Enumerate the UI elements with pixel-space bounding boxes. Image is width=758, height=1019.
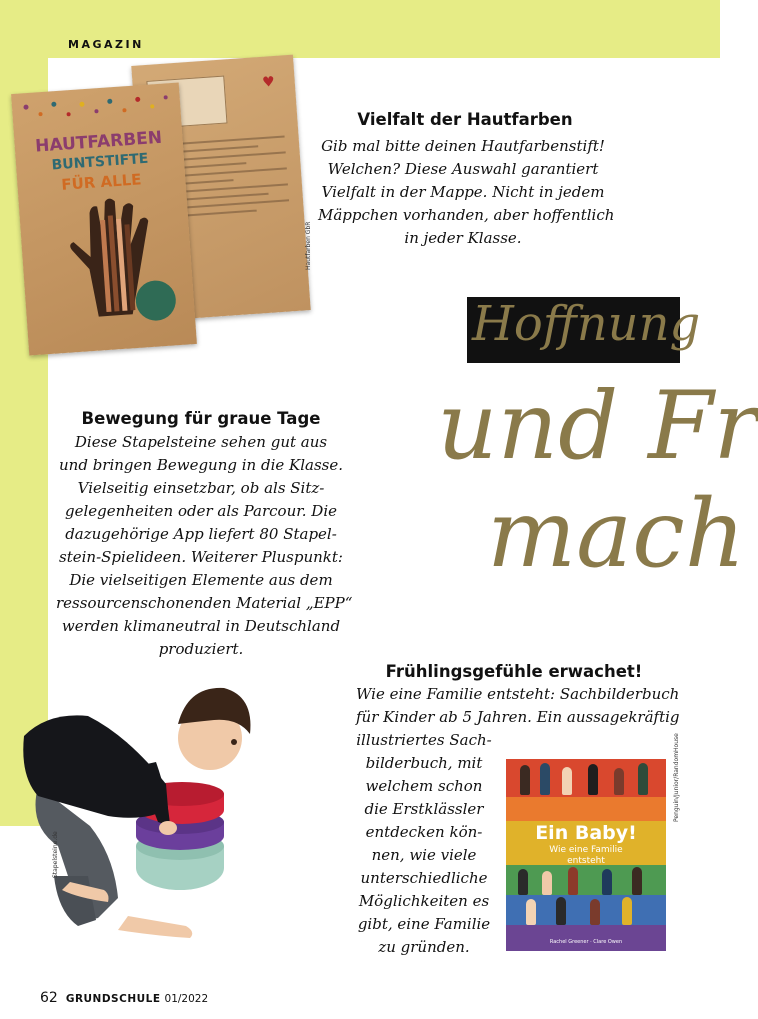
- text-line: gelegenheiten oder als Parcour. Die: [65, 502, 337, 520]
- heart-icon: ♥: [261, 74, 276, 91]
- title-line-3: mach: [487, 480, 746, 589]
- text-line: bilderbuch, mit: [365, 754, 483, 772]
- text-line: Vielseitig einsetzbar, ob als Sitz-: [77, 479, 325, 497]
- text-line: produziert.: [158, 640, 244, 658]
- illustrated-figure: [540, 763, 550, 795]
- issue-number: 01/2022: [164, 993, 209, 1005]
- text-line: Welchen? Diese Auswahl garantiert: [327, 160, 599, 178]
- article-body-movement: [56, 431, 353, 661]
- illustrated-figure: [518, 869, 528, 895]
- text-line: zu gründen.: [378, 938, 470, 956]
- article-body-spring-column: [352, 729, 496, 959]
- text-line: illustriertes Sach-: [356, 731, 492, 749]
- text-line: Mäppchen vorhanden, aber hoffentlich: [318, 206, 615, 224]
- box-title-line-2: BUNTSTIFTE: [51, 150, 149, 174]
- text-line: Diese Stapelsteine sehen gut aus: [74, 433, 328, 451]
- article-heading-movement: Bewegung für graue Tage: [81, 409, 321, 428]
- text-line: und bringen Bewegung in die Klasse.: [59, 456, 343, 474]
- text-line: Wie eine Familie entsteht: Sachbilderbuch: [356, 685, 680, 703]
- section-label: MAGAZIN: [68, 38, 144, 51]
- illustrated-figure: [568, 867, 578, 895]
- illustrated-figure: [590, 899, 600, 925]
- page-footer: [40, 987, 208, 1006]
- text-line: unterschiedliche: [360, 869, 488, 887]
- child-stacking-stones-photo: [18, 676, 258, 956]
- illustrated-figure: [588, 764, 598, 795]
- text-line: nen, wie viele: [371, 846, 477, 864]
- title-line-2: und Fr: [437, 372, 758, 481]
- text-line: stein-Spielideen. Weiterer Pluspunkt:: [59, 548, 343, 566]
- cover-band: [506, 865, 666, 895]
- text-line: die Erstklässler: [364, 800, 484, 818]
- illustrated-figure: [526, 899, 536, 925]
- illustrated-figure: [602, 869, 612, 895]
- text-line: Die vielseitigen Elemente aus dem: [69, 571, 333, 589]
- book-title: Ein Baby!: [535, 822, 637, 844]
- image-credit-1: Hautfarben GbR: [305, 221, 312, 270]
- article-heading-skin-colors: Vielfalt der Hautfarben: [357, 110, 573, 129]
- book-authors: Rachel Greener · Clare Owen: [549, 939, 623, 945]
- text-line: in jeder Klasse.: [404, 229, 522, 247]
- article-body-skin-colors: [318, 135, 615, 250]
- book-subtitle: [506, 845, 666, 867]
- book-subtitle-line-1: Wie eine Familie: [549, 845, 623, 855]
- illustrated-figure: [556, 897, 566, 925]
- illustrated-figure: [632, 867, 642, 895]
- book-subtitle-line-2: entsteht: [567, 856, 605, 866]
- illustrated-figure: [622, 897, 632, 925]
- article-heading-spring: Frühlingsgefühle erwachet!: [385, 662, 643, 681]
- illustrated-figure: [520, 765, 530, 795]
- image-credit-3: Penguin/Junior/RandomHouse: [673, 733, 680, 822]
- title-line-1: Hoffnung: [472, 296, 701, 352]
- article-body-spring-intro: [356, 683, 680, 729]
- text-line: für Kinder ab 5 Jahren. Ein aussagekräftig: [356, 708, 680, 726]
- illustrated-figure: [542, 871, 552, 895]
- confetti-dots-decoration: [20, 91, 173, 128]
- box-title-line-1: HAUTFARBEN: [34, 127, 163, 157]
- text-line: werden klimaneutral in Deutschland: [61, 617, 341, 635]
- image-credit-2: Stapelsteine.de: [52, 831, 59, 878]
- text-line: Vielfalt in der Mappe. Nicht in jedem: [321, 183, 605, 201]
- cover-band: [506, 925, 666, 951]
- text-line: entdecken kön-: [365, 823, 483, 841]
- illustrated-figure: [614, 768, 624, 795]
- cover-band: [506, 797, 666, 821]
- box-title-line-3: FÜR ALLE: [60, 170, 143, 194]
- page-number: 62: [40, 990, 58, 1006]
- text-line: welchem schon: [365, 777, 483, 795]
- illustrated-figure: [638, 763, 648, 795]
- pencil-box-front-image: [11, 82, 197, 355]
- text-line: dazugehörige App liefert 80 Stapel-: [65, 525, 337, 543]
- text-line: Gib mal bitte deinen Hautfarbenstift!: [321, 137, 605, 155]
- magazine-name: GRUNDSCHULE: [65, 993, 161, 1005]
- pencil-box-title: [14, 126, 186, 198]
- illustrated-figure: [562, 767, 572, 795]
- text-line: gibt, eine Familie: [357, 915, 491, 933]
- text-line: Möglichkeiten es: [358, 892, 490, 910]
- text-line: ressourcenschonenden Material „EPP“: [56, 594, 353, 612]
- book-cover-image: [506, 759, 666, 951]
